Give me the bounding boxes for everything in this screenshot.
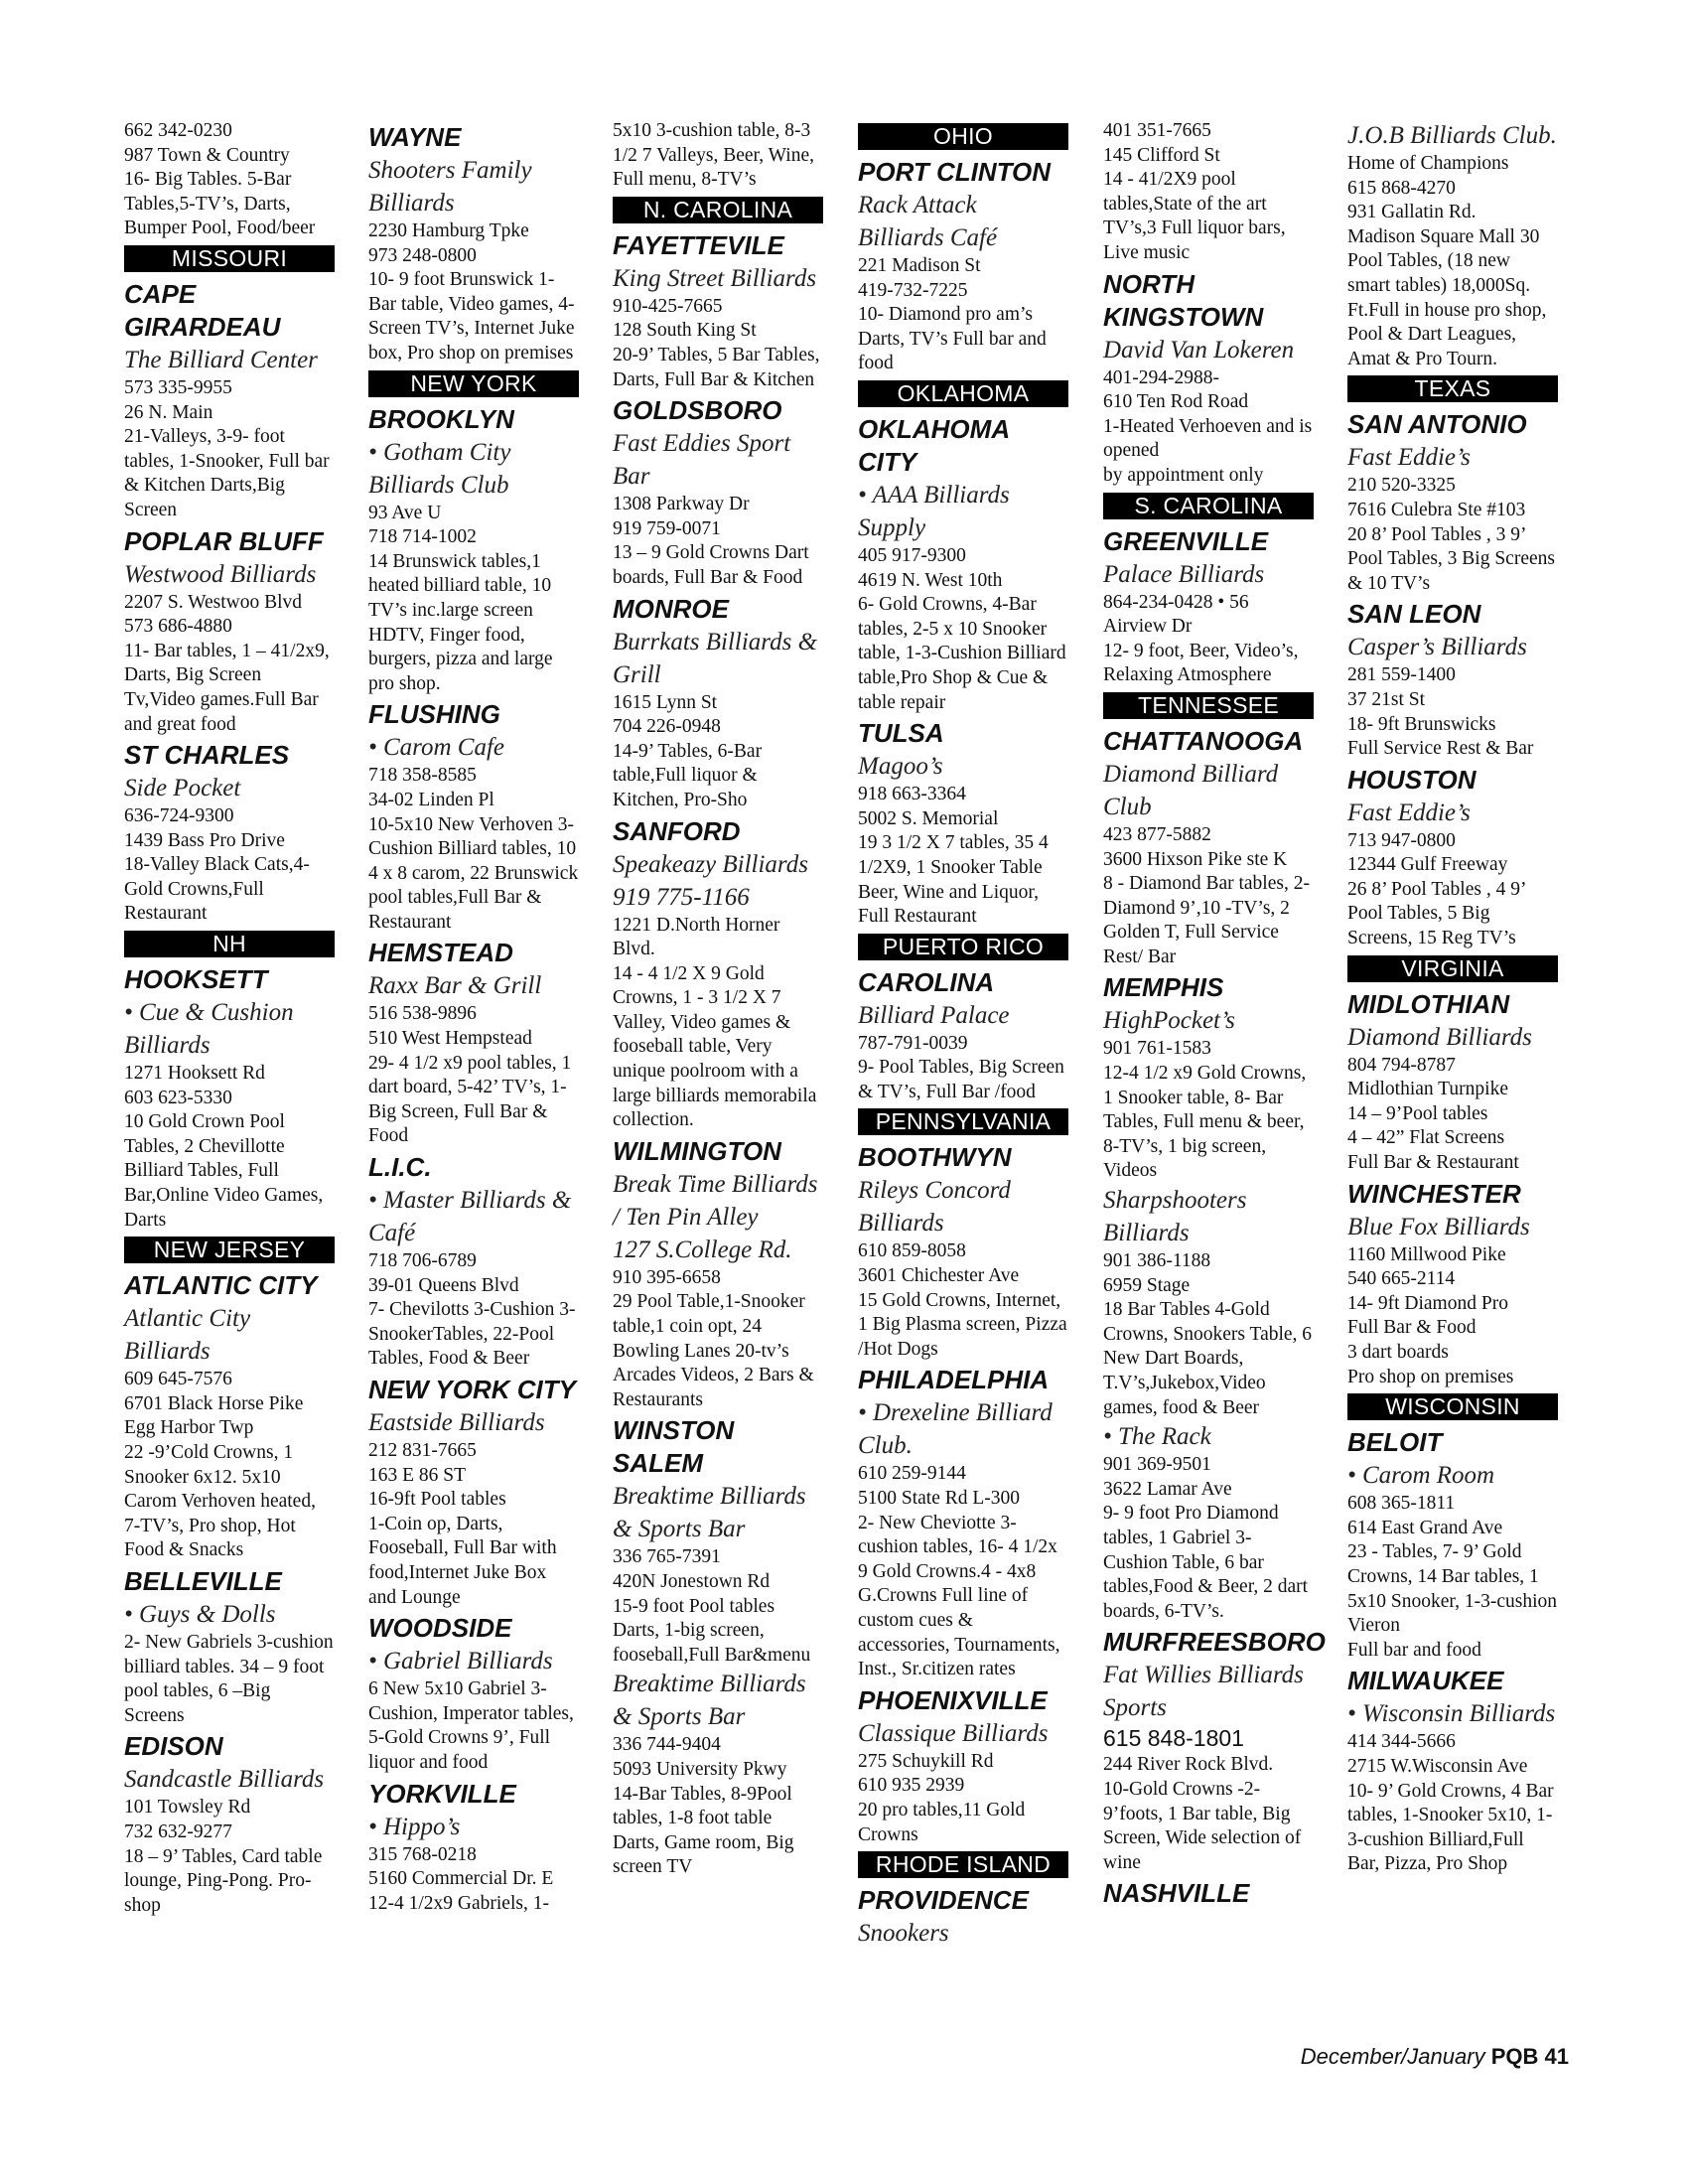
state-header: NH	[124, 931, 335, 957]
venue-details: 2207 S. Westwoo Blvd 573 686-4880 11- Bar tables, 1 – 41/2x9, Darts, Big Screen Tv,Video games.Full Bar and great food	[124, 591, 330, 735]
venue-name: Magoo’s	[858, 753, 943, 781]
directory-page	[124, 119, 1569, 2066]
footer-issue: December/January	[1300, 2044, 1485, 2069]
city-heading: POPLAR BLUFF	[124, 525, 324, 556]
venue-name: Blue Fox Billiards	[1347, 1213, 1530, 1240]
venue-details: 718 706-6789 39-01 Queens Blvd 7- Chevilotts 3-Cushion 3-SnookerTables, 22-Pool Tables, Food & Beer	[368, 1250, 576, 1370]
venue-name: Palace Billiards	[1103, 560, 1265, 588]
venue-details: 910-425-7665 128 South King St 20-9’ Tables, 5 Bar Tables, Darts, Full Bar & Kitchen	[613, 295, 820, 390]
venue-details: 1221 D.North Horner Blvd. 14 - 4 1/2 X 9 Gold Crowns, 1 - 3 1/2 X 7 Valley, Video games & fooseball table, Very unique poolroom with a large billiards memorabila collection.	[613, 914, 817, 1131]
venue-name: • Wisconsin Billiards	[1347, 1700, 1556, 1728]
venue-details: 2230 Hamburg Tpke 973 248-0800 10- 9 foot Brunswick 1-Bar table, Video games, 4-Screen TV’s, Internet Juke box, Pro shop on premises	[368, 220, 575, 364]
state-header: S. CAROLINA	[1103, 493, 1314, 519]
city-heading: NORTH KINGSTOWN	[1103, 268, 1264, 332]
venue-details: 221 Madison St 419-732-7225 10- Diamond pro am’s Darts, TV’s Full bar and food	[858, 255, 1047, 374]
venue-name: Eastside Billiards	[368, 1409, 545, 1436]
city-heading: NEW YORK CITY	[368, 1375, 576, 1404]
venue-details: 2- New Gabriels 3-cushion billiard tables. 34 – 9 foot pool tables, 6 –Big Screens	[124, 1631, 334, 1726]
state-header: OKLAHOMA	[858, 380, 1068, 407]
venue-name: • The Rack	[1103, 1423, 1211, 1451]
venue-details: 901 369-9501 3622 Lamar Ave 9- 9 foot Pro Diamond tables, 1 Gabriel 3-Cushion Table, 6 bar tables,Food & Beer, 2 dart boards, 6-TV’s.	[1103, 1454, 1309, 1622]
venue-name: Fat Willies Billiards Sports	[1103, 1662, 1304, 1722]
venue-details: 336 765-7391 420N Jonestown Rd 15-9 foot Pool tables Darts, 1-big screen, fooseball,Full Bar&menu	[613, 1546, 811, 1666]
venue-name: Sandcastle Billiards	[124, 1766, 325, 1794]
venue-details: 6 New 5x10 Gabriel 3-Cushion, Imperator tables, 5-Gold Crowns 9’, Full liquor and food	[368, 1678, 574, 1773]
venue-name: Fast Eddie’s	[1347, 799, 1471, 826]
venue-details: 864-234-0428 • 56 Airview Dr 12- 9 foot, Beer, Video’s, Relaxing Atmosphere	[1103, 591, 1299, 686]
city-heading: SAN LEON	[1347, 599, 1481, 630]
venue-name: Speakeazy Billiards	[613, 850, 808, 878]
venue-name: Raxx Bar & Grill	[368, 972, 542, 1000]
city-heading: BOOTHWYN	[858, 1142, 1012, 1173]
city-heading: GREENVILLE	[1103, 525, 1269, 556]
directory-column-3	[613, 119, 823, 1880]
city-heading: PHOENIXVILLE	[858, 1684, 1048, 1715]
city-heading: PROVIDENCE	[858, 1885, 1029, 1916]
venue-details: 336 744-9404 5093 University Pkwy 14-Bar Tables, 8-9Pool tables, 1-8 foot table Darts, Game room, Big screen TV	[613, 1734, 794, 1878]
city-heading: BROOKLYN	[368, 403, 514, 434]
venue-name: Break Time Billiards / Ten Pin Alley	[613, 1170, 818, 1231]
city-heading: ATLANTIC CITY	[124, 1270, 318, 1301]
city-heading: YORKVILLE	[368, 1778, 516, 1809]
venue-details: 918 663-3364 5002 S. Memorial 19 3 1/2 X 7 tables, 35 4 1/2X9, 1 Snooker Table Beer, Wine and Liquor, Full Restaurant	[858, 784, 1049, 928]
venue-name: Diamond Billiards	[1347, 1023, 1532, 1051]
venue-name: The Billiard Center	[124, 346, 318, 373]
venue-details: 787-791-0039 9- Pool Tables, Big Screen & TV’s, Full Bar /food	[858, 1032, 1064, 1102]
venue-phone: 615 848-1801	[1103, 1725, 1244, 1752]
venue-details: 910 395-6658 29 Pool Table,1-Snooker table,1 coin opt, 24 Bowling Lanes 20-tv’s Arcades Videos, 2 Bars & Restaurants	[613, 1266, 814, 1410]
venue-name: • Master Billiards & Café	[368, 1187, 572, 1247]
city-heading: L.I.C.	[368, 1152, 432, 1183]
city-heading: HOOKSETT	[124, 964, 268, 995]
venue-name: Diamond Billiard Club	[1103, 760, 1279, 820]
venue-name: Side Pocket	[124, 775, 241, 802]
city-heading: PHILADELPHIA	[858, 1365, 1050, 1395]
venue-details: 610 859-8058 3601 Chichester Ave 15 Gold Crowns, Internet, 1 Big Plasma screen, Pizza /Hot Dogs	[858, 1240, 1067, 1360]
city-heading: SANFORD	[613, 815, 741, 846]
venue-details: 401-294-2988- 610 Ten Rod Road 1-Heated Verhoeven and is opened by appointment only	[1103, 366, 1313, 486]
venue-details: 608 365-1811 614 East Grand Ave 23 - Tables, 7- 9’ Gold Crowns, 14 Bar tables, 1 5x10 Snooker, 1-3-cushion Vieron Full bar and food	[1347, 1493, 1557, 1661]
venue-details: 275 Schuykill Rd 610 935 2939 20 pro tables,11 Gold Crowns	[858, 1750, 1026, 1845]
venue-name: David Van Lokeren	[1103, 336, 1295, 364]
venue-details: 101 Towsley Rd 732 632-9277 18 – 9’ Tables, Card table lounge, Ping-Pong. Pro-shop	[124, 1797, 323, 1916]
city-heading: WOODSIDE	[368, 1613, 512, 1644]
city-heading: FAYETTEVILE	[613, 229, 784, 260]
venue-name: • Gotham City Billiards Club	[368, 438, 511, 499]
directory-column-4	[858, 119, 1068, 1950]
venue-name: • Gabriel Billiards	[368, 1648, 553, 1675]
city-heading: HOUSTON	[1347, 764, 1477, 795]
venue-details: 516 538-9896 510 West Hempstead 29- 4 1/2 x9 pool tables, 1 dart board, 5-42’ TV’s, 1-Big Screen, Full Bar & Food	[368, 1003, 572, 1147]
venue-name: HighPocket’s	[1103, 1007, 1235, 1035]
city-heading: ST CHARLES	[124, 740, 290, 771]
city-heading: MURFREESBORO	[1103, 1627, 1326, 1658]
city-heading: MIDLOTHIAN	[1347, 988, 1510, 1019]
venue-name: Fast Eddies Sport Bar	[613, 430, 791, 491]
venue-details: 1615 Lynn St 704 226-0948 14-9’ Tables, 6-Bar table,Full liquor & Kitchen, Pro-Sho	[613, 691, 763, 810]
state-header: OHIO	[858, 123, 1068, 150]
venue-name: • Carom Cafe	[368, 734, 504, 762]
state-header: NEW JERSEY	[124, 1237, 335, 1263]
city-heading: MEMPHIS	[1103, 972, 1224, 1003]
venue-name: • Hippo’s	[368, 1813, 461, 1840]
city-heading: SAN ANTONIO	[1347, 409, 1527, 440]
venue-name: • Cue & Cushion Billiards	[124, 999, 294, 1060]
state-header: WISCONSIN	[1347, 1393, 1558, 1420]
city-heading: EDISON	[124, 1731, 223, 1762]
state-header: PENNSYLVANIA	[858, 1108, 1068, 1135]
venue-details: 713 947-0800 12344 Gulf Freeway 26 8’ Pool Tables , 4 9’ Pool Tables, 5 Big Screens, 15 Reg TV’s	[1347, 829, 1525, 949]
footer-page-number: 41	[1544, 2044, 1569, 2069]
venue-details: 610 259-9144 5100 State Rd L-300 2- New Cheviotte 3-cushion tables, 16- 4 1/2x 9 Gold Crowns.4 - 4x8 G.Crowns Full line of custom cues & accessories, Tournaments, Inst., Sr.citizen rates	[858, 1463, 1060, 1680]
city-heading: WAYNE	[368, 122, 462, 152]
city-heading: HEMSTEAD	[368, 938, 513, 968]
venue-details: 315 768-0218 5160 Commercial Dr. E 12-4 1/2x9 Gabriels, 1-	[368, 1843, 554, 1914]
venue-details: 1271 Hooksett Rd 603 623-5330 10 Gold Crown Pool Tables, 2 Chevillotte Billiard Tables, Full Bar,Online Video Games, Darts	[124, 1063, 324, 1231]
city-heading: WINCHESTER	[1347, 1178, 1521, 1209]
city-heading: NASHVILLE	[1103, 1878, 1250, 1909]
state-header: VIRGINIA	[1347, 955, 1558, 982]
venue-name: Billiard Palace	[858, 1001, 1010, 1029]
venue-details: 401 351-7665 145 Clifford St 14 - 41/2X9 pool tables,State of the art TV’s,3 Full liquor bars, Live music	[1103, 120, 1286, 263]
venue-name: J.O.B Billiards Club.	[1347, 122, 1557, 149]
venue-details: 414 344-5666 2715 W.Wisconsin Ave 10- 9’ Gold Crowns, 4 Bar tables, 1-Snooker 5x10, 1-3-cushion Billiard,Full Bar, Pizza, Pro Shop	[1347, 1731, 1554, 1875]
venue-details: 423 877-5882 3600 Hixson Pike ste K 8 - Diamond Bar tables, 2- Diamond 9’,10 -TV’s, 2 Golden T, Full Service Rest/ Bar	[1103, 823, 1310, 967]
venue-name: • Carom Room	[1347, 1462, 1495, 1490]
footer-magazine: PQB	[1490, 2044, 1539, 2069]
venue-details: 804 794-8787 Midlothian Turnpike 14 – 9’Pool tables 4 – 42” Flat Screens Full Bar & Restaurant	[1347, 1054, 1519, 1174]
venue-details: 718 358-8585 34-02 Linden Pl 10-5x10 New Verhoven 3-Cushion Billiard tables, 10 4 x 8 carom, 22 Brunswick pool tables,Full Bar & Restaurant	[368, 765, 579, 933]
state-header: TEXAS	[1347, 375, 1558, 402]
venue-name: Atlantic City Billiards	[124, 1305, 251, 1366]
venue-name: Casper’s Billiards	[1347, 634, 1527, 661]
venue-name: • Drexeline Billiard Club.	[858, 1399, 1053, 1460]
venue-name: • Guys & Dolls	[124, 1600, 276, 1628]
venue-details: 901 386-1188 6959 Stage 18 Bar Tables 4-Gold Crowns, Snookers Table, 6 New Dart Boards, T.V’s,Jukebox,Video games, food & Beer	[1103, 1250, 1313, 1418]
city-heading: FLUSHING	[368, 699, 500, 730]
directory-column-1	[124, 119, 335, 1918]
city-heading: WINSTON SALEM	[613, 1415, 735, 1479]
venue-name: Shooters Family Billiards	[368, 157, 532, 217]
page-footer	[1301, 2044, 1569, 2070]
city-heading: CAROLINA	[858, 966, 995, 997]
venue-name: Rileys Concord Billiards	[858, 1177, 1011, 1238]
venue-details: 212 831-7665 163 E 86 ST 16-9ft Pool tables 1-Coin op, Darts, Fooseball, Full Bar with food,Internet Juke Box and Lounge	[368, 1440, 557, 1608]
venue-details: 609 645-7576 6701 Black Horse Pike Egg Harbor Twp 22 -9’Cold Crowns, 1 Snooker 6x12. 5x10 Carom Verhoven heated, 7-TV’s, Pro shop, Hot Food & Snacks	[124, 1369, 316, 1561]
state-header: MISSOURI	[124, 245, 335, 272]
venue-details: 281 559-1400 37 21st St 18- 9ft Brunswicks Full Service Rest & Bar	[1347, 664, 1534, 760]
venue-details: 901 761-1583 12-4 1/2 x9 Gold Crowns, 1 Snooker table, 8- Bar Tables, Full menu & beer, 8-TV’s, 1 big screen, Videos	[1103, 1038, 1307, 1182]
city-heading: GOLDSBORO	[613, 395, 782, 426]
venue-details: 405 917-9300 4619 N. West 10th 6- Gold Crowns, 4-Bar tables, 2-5 x 10 Snooker table, 1-3-Cushion Billiard table,Pro Shop & Cue & table repair	[858, 544, 1066, 713]
venue-name: Classique Billiards	[858, 1719, 1049, 1747]
city-heading: PORT CLINTON	[858, 157, 1052, 187]
venue-name: 919 775-1166	[613, 883, 750, 911]
venue-name: 127 S.College Rd.	[613, 1236, 792, 1263]
state-header: N. CAROLINA	[613, 197, 823, 223]
city-heading: BELOIT	[1347, 1427, 1443, 1458]
venue-details: 5x10 3-cushion table, 8-3 1/2 7 Valleys, Beer, Wine, Full menu, 8-TV’s	[613, 120, 814, 191]
venue-name: Snookers	[858, 1920, 949, 1948]
city-heading: CAPE GIRARDEAU	[124, 278, 281, 342]
state-header: NEW YORK	[368, 370, 579, 397]
state-header: TENNESSEE	[1103, 692, 1314, 719]
city-heading: MONROE	[613, 593, 729, 624]
city-heading: OKLAHOMA CITY	[858, 413, 1010, 477]
directory-column-6	[1347, 119, 1558, 1877]
state-header: PUERTO RICO	[858, 934, 1068, 960]
venue-details: 662 342-0230 987 Town & Country 16- Big Tables. 5-Bar Tables,5-TV’s, Darts, Bumper Pool, Food/beer	[124, 120, 316, 239]
venue-details: 1308 Parkway Dr 919 759-0071 13 – 9 Gold Crowns Dart boards, Full Bar & Food	[613, 494, 809, 588]
directory-column-5	[1103, 119, 1326, 1910]
venue-details: 636-724-9300 1439 Bass Pro Drive 18-Valley Black Cats,4-Gold Crowns,Full Restaurant	[124, 805, 310, 925]
state-header: RHODE ISLAND	[858, 1851, 1068, 1878]
venue-name: Breaktime Billiards & Sports Bar	[613, 1671, 806, 1731]
venue-details: 93 Ave U 718 714-1002 14 Brunswick tables,1 heated billiard table, 10 TV’s inc.large screen HDTV, Finger food, burgers, pizza and large pro shop.	[368, 502, 553, 694]
venue-name: Burrkats Billiards & Grill	[613, 628, 818, 688]
city-heading: CHATTANOOGA	[1103, 725, 1304, 756]
venue-name: Sharpshooters Billiards	[1103, 1187, 1247, 1247]
venue-name: Rack Attack Billiards Café	[858, 192, 998, 251]
venue-name: Fast Eddie’s	[1347, 444, 1471, 472]
venue-details: 1160 Millwood Pike 540 665-2114 14- 9ft Diamond Pro Full Bar & Food 3 dart boards Pro shop on premises	[1347, 1243, 1514, 1387]
venue-details: 573 335-9955 26 N. Main 21-Valleys, 3-9- foot tables, 1-Snooker, Full bar & Kitchen Darts,Big Screen	[124, 376, 330, 520]
venue-details: 244 River Rock Blvd. 10-Gold Crowns -2-9’foots, 1 Bar table, Big Screen, Wide selection of wine	[1103, 1754, 1302, 1873]
city-heading: BELLEVILLE	[124, 1565, 282, 1596]
venue-name: King Street Billiards	[613, 264, 817, 292]
venue-details: Home of Champions 615 868-4270 931 Gallatin Rd. Madison Square Mall 30 Pool Tables, (18 new smart tables) 18,000Sq. Ft.Full in house pro shop, Pool & Dart Leagues, Amat & Pro Tourn.	[1347, 153, 1547, 369]
city-heading: TULSA	[858, 718, 944, 749]
city-heading: WILMINGTON	[613, 1135, 781, 1166]
city-heading: MILWAUKEE	[1347, 1666, 1504, 1696]
directory-column-2	[368, 119, 579, 1916]
venue-name: Breaktime Billiards & Sports Bar	[613, 1483, 806, 1543]
venue-details: 210 520-3325 7616 Culebra Ste #103 20 8’ Pool Tables , 3 9’ Pool Tables, 3 Big Screens & 10 TV’s	[1347, 475, 1555, 594]
venue-name: • AAA Billiards Supply	[858, 481, 1010, 541]
venue-name: Westwood Billiards	[124, 560, 317, 588]
